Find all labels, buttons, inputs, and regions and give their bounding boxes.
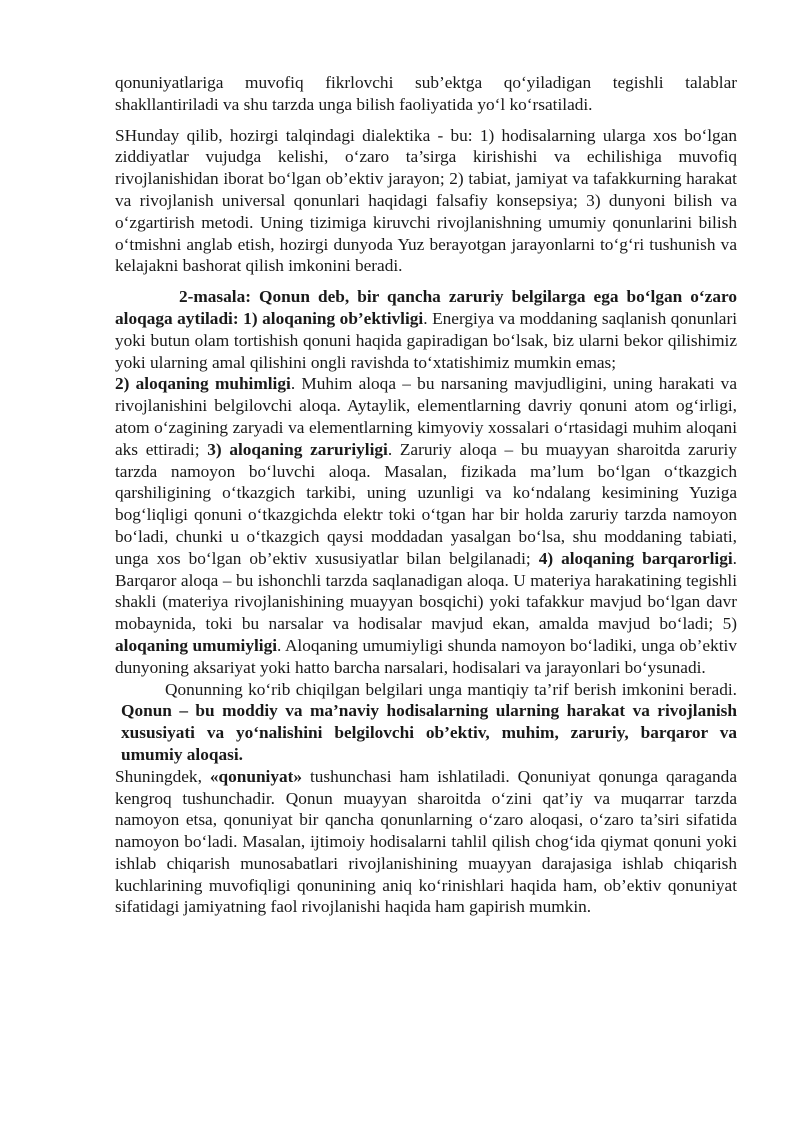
paragraph-6-text-1: Shuningdek, [115, 766, 210, 786]
paragraph-4-text-1: . Muhim aloqa – bu narsaning mavjudligini, uning harakati va rivojlanishini belgilovchi aloqa. Aytaylik, elementlarning davriy qonuni atom og‘irligi, atom o‘zagining zaryadi va elementlarning kimyoviy xossalari o‘rtasidagi muhim aloqani aks ettiradi; [115, 374, 737, 459]
term-qonuniyat: «qonuniyat» [209, 766, 303, 786]
paragraph-4-text-3: . Barqaror aloqa – bu ishonchli tarzda saqlanadigan aloqa. U materiya harakatining tegishli shakli (materiya rivojlanishining muayyan bosqichi) yoki tafakkur mavjud bo‘lgan davr mobaynida, toki bu narsalar va hodisalar mavjud ekan, amalda mavjud bo‘ladi; 5) [115, 548, 737, 634]
paragraph-6-text-2: tushunchasi ham ishlatiladi. Qonuniyat qonunga qaraganda kengroq tushunchadir. Qonun muayyan sharoitda o‘zini qat’iy va muqarrar tarzda namoyon etsa, qonuniyat bir qancha qonunlarning o‘zaro aloqasi, o‘zaro ta’siri sifatida namoyon bo‘ladi. Masalan, ijtimoiy hodisalarni tahlil qilish chog‘ida qiymat qonuni yoki ishlab chiqarish munosabatlari rivojlanishining muayyan darajasiga ishlab chiqarish kuchlarining muvofiqligi qonunining aniq ko‘rinishlari haqida ham, ob’ektiv qonuniyat sifatidagi jamiyatning faol rivojlanishi haqida ham gapirish mumkin. [115, 766, 737, 917]
paragraph-4 [115, 373, 737, 678]
paragraph-3-text: . Energiya va moddaning saqlanish qonunlari yoki butun olam tortishish qonuni haqida gapiradigan bo‘lsak, biz ularni bekor qilishimiz yoki ularning amal qilishini ongli ravishda to‘xtatishimiz mumkin emas; [115, 308, 737, 372]
paragraph-6 [115, 766, 737, 919]
paragraph-5-definition [115, 679, 737, 766]
law-definition: Qonun – bu moddiy va ma’naviy hodisalarning ularning harakat va rivojlanish xususiyati va yo‘nalishini belgilovchi ob’ektiv, muhim, zaruriy, barqaror va umumiy aloqasi. [121, 701, 737, 764]
paragraph-4-text-2: . Zaruriy aloqa – bu muayyan sharoitda zaruriy tarzda namoyon bo‘luvchi aloqa. Masalan, fizikada ma’lum bo‘lgan o‘tkazgich qarshiligining o‘tkazgich tarkibi, uning uzunligi va ko‘ndalang kesimining Yuziga bog‘liqligi qonuni o‘tkazgichda elektr toki o‘tgan har bir holda zaruriy tarzda namoyon bo‘ladi, chunki u o‘tkazgich qaysi moddadan yasalgan bo‘lsa, shu moddaning tabiati, unga xos bo‘lgan ob’ektiv xususiyatlar bilan belgilanadi; [115, 439, 737, 568]
paragraph-4-text-4: . Aloqaning umumiyligi shunda namoyon bo‘ladiki, unga ob’ektiv dunyoning aksariyat yoki hatto barcha narsalari, hodisalari va jarayonlari bo‘ysunadi. [115, 635, 737, 677]
paragraph-2: SHunday qilib, hozirgi talqindagi dialektika - bu: 1) hodisalarning ularga xos bo‘lgan ziddiyatlar vujudga kelishi, o‘zaro ta’sirga kirishishi va echilishiga muvofiq rivojlanishidan iborat bo‘lgan ob’ektiv jarayon; 2) tabiat, jamiyat va tafakkurning harakat va rivojlanish universal qonunlari haqidagi falsafiy konsepsiya; 3) dunyoni bilish va o‘zgartirish metodi. Uning tizimiga kiruvchi rivojlanishning umumiy qonunlarini bilish o‘tmishni anglab etish, hozirgi dunyoda Yuz berayotgan jarayonlarni to‘g‘ri tushunish va kelajakni bashorat qilish imkonini beradi. [115, 125, 737, 276]
document-page [115, 72, 737, 918]
term-importance: 2) aloqaning muhimligi [115, 374, 291, 394]
paragraph-3-masala [115, 286, 737, 373]
term-universality: aloqaning umumiyligi [115, 635, 278, 655]
paragraph-5-text: Qonunning ko‘rib chiqilgan belgilari unga mantiqiy ta’rif berish imkonini beradi. [165, 679, 737, 699]
paragraph-1: qonuniyatlariga muvofiq fikrlovchi sub’ektga qo‘yiladigan tegishli talablar shakllantiriladi va shu tarzda unga bilish faoliyatida yo‘l ko‘rsatiladi. [115, 73, 737, 114]
term-necessity: 3) aloqaning zaruriyligi [207, 439, 388, 459]
masala-heading: 2-masala: Qonun deb, bir qancha zaruriy belgilarga ega bo‘lgan o‘zaro aloqaga aytiladi: 1) aloqaning ob’ektivligi [115, 287, 737, 328]
term-stability: 4) aloqaning barqarorligi [538, 548, 733, 568]
